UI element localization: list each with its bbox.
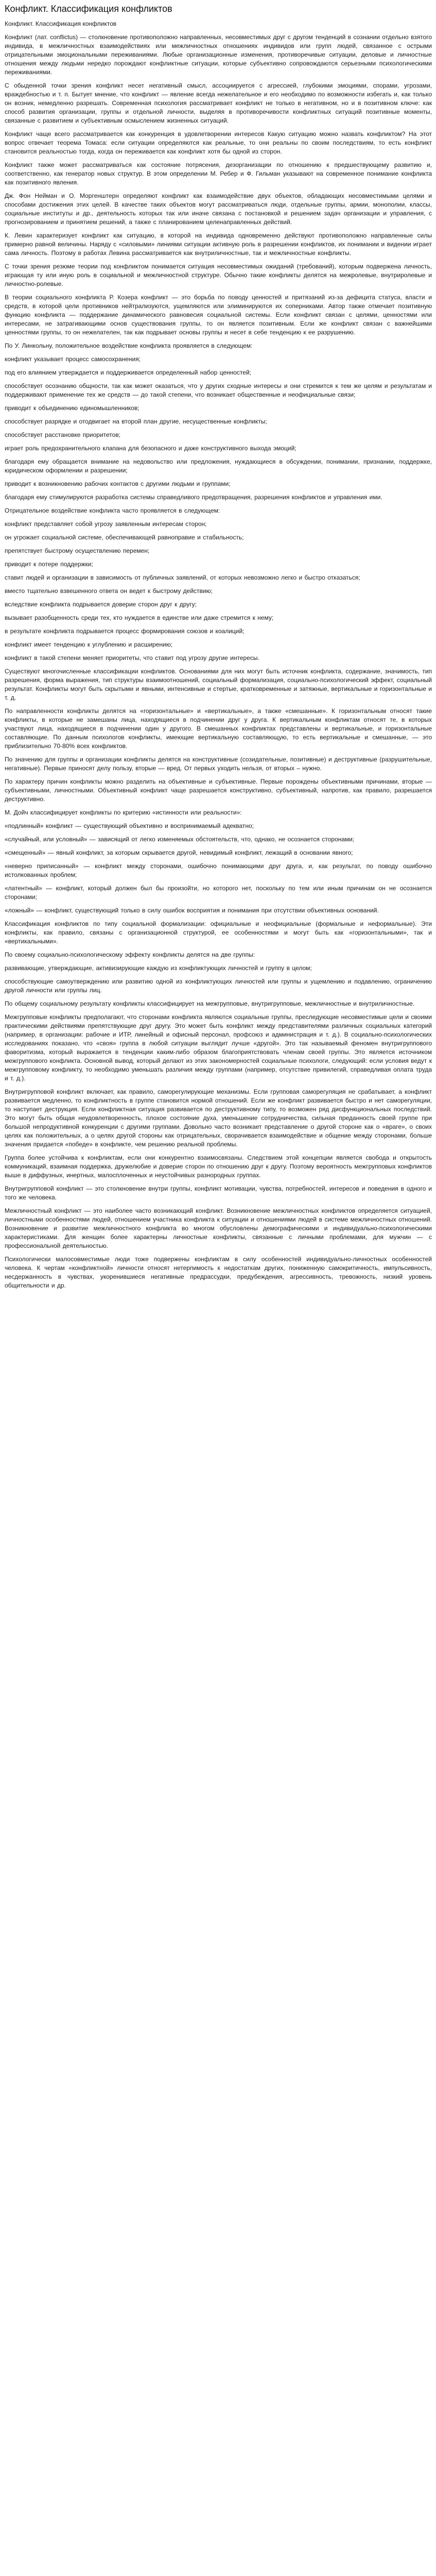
paragraph: препятствует быстрому осуществлению перемен;	[5, 547, 150, 554]
paragraph: приводит к объединению единомышленников;	[5, 404, 139, 412]
paragraph: С обыденной точки зрения конфликт несет негативный смысл, ассоциируется с агрессией, глубокими эмоциями, спорами, угрозами, враждебностью и т. п. Бытует мнение, что конфликт — явление всегда нежелательное и его необходимо по возможности избегать и, как только он возник, немедленно разрешать. Современная психология рассматривает конфликт не только в негативном, но и в позитивном ключе: как способ развития организации, группы и отдельной личности, выделяя в противоречивости конфликтных ситуаций позитивные моменты, связанные с развитием и субъективным осмыслением жизненных ситуаций.	[5, 82, 432, 124]
paragraph: приводит к возникновению рабочих контактов с другими людьми и группами;	[5, 480, 231, 487]
paragraph: «смещенный» — явный конфликт, за которым скрывается другой, невидимый конфликт, лежащий в основании явного;	[5, 849, 353, 856]
paragraph: «ложный» — конфликт, существующий только в силу ошибок восприятия и понимания при отсутствии объективных оснований.	[5, 907, 379, 914]
paragraph: Конфликт также может рассматриваться как состояние потрясения, дезорганизации по отношению к предшествующему развитию и, соответственно, как генератор новых структур. В этом определении М. Ребер и Ф. Гильман указывают на современное понимание конфликта как позитивного явления.	[5, 161, 432, 186]
paragraph: Психологически малосовместимые люди тоже подвержены конфликтам в силу особенностей индивидуально-личностных особенностей человека. К чертам «конфликтной» личности относят нетерпимость к недостаткам других, пониженную самокритичность, импульсивность, несдержанность в чувствах, укоренившиеся негативные предрассудки, предубеждения, агрессивность, тревожность, низкий уровень общительности и др.	[5, 1256, 432, 1289]
paragraph: Классификация конфликтов по типу социальной формализации: официальные и неофициальные (формальные и неформальные). Эти конфликты, как правило, связаны с организационной структурой, ее особенностями и могут быть как «горизонтальными», так и «вертикальными».	[5, 920, 432, 945]
paragraph: Группа более устойчива к конфликтам, если они конкурентно взаимосвязаны. Следствием этой концепции является свобода и открытость коммуникаций, взаимная поддержка, дружелюбие и доверие сторон по отношению друг к другу. Поэтому вероятность межгрупповых конфликтов выше в диффузных, инертных, малосплоченных и неустойчивых разнородных группах.	[5, 1154, 432, 1179]
paragraph: конфликт имеет тенденцию к углублению и расширению;	[5, 641, 173, 648]
paragraph: ставит людей и организации в зависимость от публичных заявлений, от которых невозможно легко и быстро отказаться;	[5, 574, 360, 581]
paragraph: «латентный» — конфликт, который должен был бы произойти, но которого нет, поскольку по тем или иным причинам он не осознается сторонами;	[5, 885, 432, 901]
paragraph: Дж. Фон Нейман и О. Моргенштерн определяют конфликт как взаимодействие двух объектов, обладающих несовместимыми целями и способами достижения этих целей. В качестве таких объектов могут рассматриваться люди, отдельные группы, армии, монополии, классы, социальные институты и др., деятельность которых так или иначе связана с постановкой и решением задач организации и управления, с прогнозированием и принятием решений, а также с планированием целенаправленных действий.	[5, 192, 432, 226]
paragraph: По У. Линкольну, положительное воздействие конфликта проявляется в следующем:	[5, 342, 253, 349]
paragraph: он угрожает социальной системе, обеспечивающей равноправие и стабильность;	[5, 534, 244, 541]
page-title: Конфликт. Классификация конфликтов	[5, 4, 172, 14]
paragraph: способствует осознанию общности, так как может оказаться, что у других сходные интересы и они стремится к тем же целям и результатам и поддерживают применение тех же средств — до такой степени, что возникает общественные и неофициальные связи;	[5, 382, 432, 398]
paragraph: Внутригрупповой конфликт включает, как правило, саморегулирующие механизмы. Если групповая саморегуляция не срабатывает, а конфликт развивается медленно, то конфликтность в группе становится нормой отношений. Если же конфликт развивается быстро и нет саморегуляции, то наступает деструкция. Если конфликтная ситуация развивается по деструктивному типу, то возможен ряд дисфункциональных последствий. Это могут быть общая неудовлетворенность, плохое состояние духа, уменьшение сотрудничества, сильная преданность своей группе при большой непродуктивной конкуренции с другими группами. Довольно часто возникает представление о другой стороне как о «враге», о своих целях как положительных, а о целях другой стороны как отрицательных, сворачивается взаимодействие и общение между сторонами, больше значения придается «победе» в конфликте, чем решению реальной проблемы.	[5, 1088, 432, 1148]
paragraph: С точки зрения резюме теории под конфликтом понимается ситуация несовместимых ожиданий (требований), которым подвержена личность, играющая ту или иную роль в социальной и межличностной структуре. Обычно такие конфликты делятся на межролевые, внутриролевые и личностно-ролевые.	[5, 263, 432, 287]
paragraph: конфликт в такой степени меняет приоритеты, что ставит под угрозу другие интересы.	[5, 654, 259, 662]
paragraph: вместо тщательно взвешенного ответа он ведет к быстрому действию;	[5, 587, 213, 595]
paragraph: в результате конфликта подрывается процесс формирования союзов и коалиций;	[5, 628, 245, 635]
paragraph: способствующие самоутверждению или развитию одной из конфликтующих личностей или группы и ущемлению и подавлению, ограничению другой личности или группы лиц.	[5, 978, 432, 994]
paragraph: «случайный, или условный» — зависящий от легко изменяемых обстоятельств, что, однако, не осознается сторонами;	[5, 836, 355, 843]
paragraph: Существуют многочисленные классификации конфликтов. Основаниями для них могут быть источник конфликта, содержание, значимость, тип разрешения, форма выражения, тип структуры взаимоотношений, социальный формализация, социально-психологический эффект, социальный результат. Конфликты могут быть скрытыми и явными, интенсивные и стертые, кратковременные и затяжные, вертикальные и горизонтальные и т. д.	[5, 668, 432, 701]
document-body	[5, 33, 432, 1290]
paragraph: Конфликт чаще всего рассматривается как конкуренция в удовлетворении интересов Какую ситуацию можно назвать конфликтом? На этот вопрос отвечает теорема Томаса: если ситуации определяются как реальные, то они реальны по своим последствиям, то есть конфликт становится реальностью тогда, когда он переживается как конфликт хотя бы одной из сторон.	[5, 130, 432, 155]
paragraph: играет роль предохранительного клапана для безопасного и даже конструктивного выхода эмоций;	[5, 445, 297, 452]
paragraph: В теории социального конфликта Р. Козера конфликт — это борьба по поводу ценностей и притязаний из-за дефицита статуса, власти и средств, в которой цели противников нейтрализуются, ущемляются или элиминируются их соперниками. Автор также отмечает позитивную функцию конфликта — поддержание динамического равновесия социальной системы. Если конфликт связан с целями, ценностями или интересами, не затрагивающими основ существования группы, то он является позитивным. Если же конфликт связан с важнейшими ценностями группы, то он нежелателен, так как подрывает основы группы и несет в себе тенденцию к ее разрушению.	[5, 294, 432, 336]
paragraph: конфликт представляет собой угрозу заявленным интересам сторон;	[5, 520, 207, 528]
paragraph: По характеру причин конфликты можно разделить на объективные и субъективные. Первые порождены объективными причинами, вторые — субъективными, личностными. Объективный конфликт чаще разрешается конструктивно, субъективный, напротив, как правило, разрешается деструктивно.	[5, 778, 432, 803]
paragraph: К. Левин характеризует конфликт как ситуацию, в которой на индивида одновременно действуют противоположно направленные силы примерно равной величины. Наряду с «силовыми» линиями ситуации активную роль в разрешении конфликтов, их понимании и видении играет сама личность. Поэтому в работах Левина рассматривается как внутриличностные, так и межличностные конфликты.	[5, 232, 432, 257]
paragraph: конфликт указывает процесс самосохранения;	[5, 355, 141, 363]
paragraph: По общему социальному результату конфликты классифицирует на межгрупповые, внутригрупповые, межличностные и внутриличностные.	[5, 1000, 415, 1007]
paragraph: вследствие конфликта подрывается доверие сторон друг к другу;	[5, 601, 197, 608]
paragraph: под его влиянием утверждается и поддерживается определенный набор ценностей;	[5, 369, 251, 376]
paragraph: «неверно приписанный» — конфликт между сторонами, ошибочно понимающими друг друга, и, как результат, по поводу ошибочно истолкованных проблем;	[5, 862, 432, 878]
paragraph: По значению для группы и организации конфликты делятся на конструктивные (созидательные, позитивные) и деструктивные (разрушительные, негативные). Первые приносят делу пользу, вторые — вред. От первых уходить нельзя, от вторых – нужно.	[5, 756, 432, 772]
paragraph: благодаря ему обращается внимание на недовольство или предложения, нуждающиеся в обсуждении, понимании, признании, поддержке, юридическом оформлении и разрешении;	[5, 458, 432, 474]
paragraph: Межгрупповые конфликты предполагают, что сторонами конфликта являются социальные группы, преследующие несовместимые цели и своими практическими действиями препятствующие друг другу. Это может быть конфликт между представителями различных социальных категорий (например, в организации: рабочие и ИТР, линейный и офисный персонал, профсоюз и администрация и т. д.). В социально-психологических исследованиях показано, что «своя» группа в любой ситуации выглядит лучше «другой». Это так называемый феномен внутригруппового фаворитизма, который выражается в тенденции каким-либо образом благоприятствовать членам своей группы. Это является источником межгруппового конфликта. Основной вывод, который делают из этих закономерностей социальные психологи, следующий: если условия ведут к межгрупповому конфликту, то необходимо уменьшать различия между группами (например, отсутствие привилегий, справедливая оплата труда и т. д.).	[5, 1013, 432, 1082]
paragraph: развивающие, утверждающие, активизирующие каждую из конфликтующих личностей и группу в целом;	[5, 964, 312, 972]
page-subtitle: Конфликт. Классификация конфликтов	[5, 20, 117, 27]
paragraph: благодаря ему стимулируются разработка системы справедливого предотвращения, разрешения конфликтов и управления ими.	[5, 494, 382, 501]
paragraph: Конфликт (лат. conflictus) — столкновение противоположно направленных, несовместимых друг с другом тенденций в сознании отдельно взятого индивида, в межличностных взаимодействиях или межличностных отношениях индивидов или групп людей, связанное с острыми отрицательными эмоциональными переживаниями. Любые организационные изменения, противоречивые ситуации, деловые и личностные отношения между людьми нередко порождают конфликтные ситуации, которые субъективно сопровождаются серьезными психологическими переживаниями.	[5, 33, 432, 76]
paragraph: приводит к потере поддержки;	[5, 561, 93, 568]
paragraph: «подлинный» конфликт — существующий объективно и воспринимаемый адекватно;	[5, 822, 254, 829]
paragraph: По своему социально-психологическому эффекту конфликты делятся на две группы:	[5, 951, 255, 958]
paragraph: вызывает разобщенность среди тех, кто нуждается в единстве или даже стремится к нему;	[5, 614, 274, 621]
paragraph: способствует расстановке приоритетов;	[5, 431, 121, 438]
paragraph: Межличностный конфликт — это наиболее часто возникающий конфликт. Возникновение межличностных конфликтов определяется ситуацией, личностными особенностями людей, отношением участника конфликта к ситуации и отношениями людей в системе межличностных отношений. Возникновение и развитие межличностного конфликта во многом обусловлены демографическими и индивидуально-психологическими характеристиками. Для женщин более характерны личностные конфликты, связанные с личными проблемами, для мужчин — с профессиональной деятельностью.	[5, 1207, 432, 1249]
paragraph: Внутригрупповой конфликт — это столкновение внутри группы, конфликт мотивации, чувства, потребностей, интересов и поведения в одного и того же человека.	[5, 1185, 432, 1201]
paragraph: По направленности конфликты делятся на «горизонтальные» и «вертикальные», а также «смешанные». К горизонтальным относят такие конфликты, в которые не замешаны лица, находящиеся в подчинении друг у друга. К вертикальным конфликтам относят те, в которых участвуют лица, находящиеся в подчинении один у другого. В смешанных конфликтах представлены и вертикальные, и горизонтальные составляющие. По данным психологов конфликты, имеющие вертикальную составляющую, то есть вертикальные и смешанные, — это приблизительно 70-80% всех конфликтов.	[5, 707, 432, 750]
paragraph: М. Дойч классифицирует конфликты по критерию «истинности или реальности»:	[5, 809, 242, 816]
paragraph: способствует разрядке и отодвигает на второй план другие, несущественные конфликты;	[5, 418, 267, 425]
paragraph: Отрицательное воздействие конфликта часто проявляется в следующем:	[5, 507, 220, 514]
